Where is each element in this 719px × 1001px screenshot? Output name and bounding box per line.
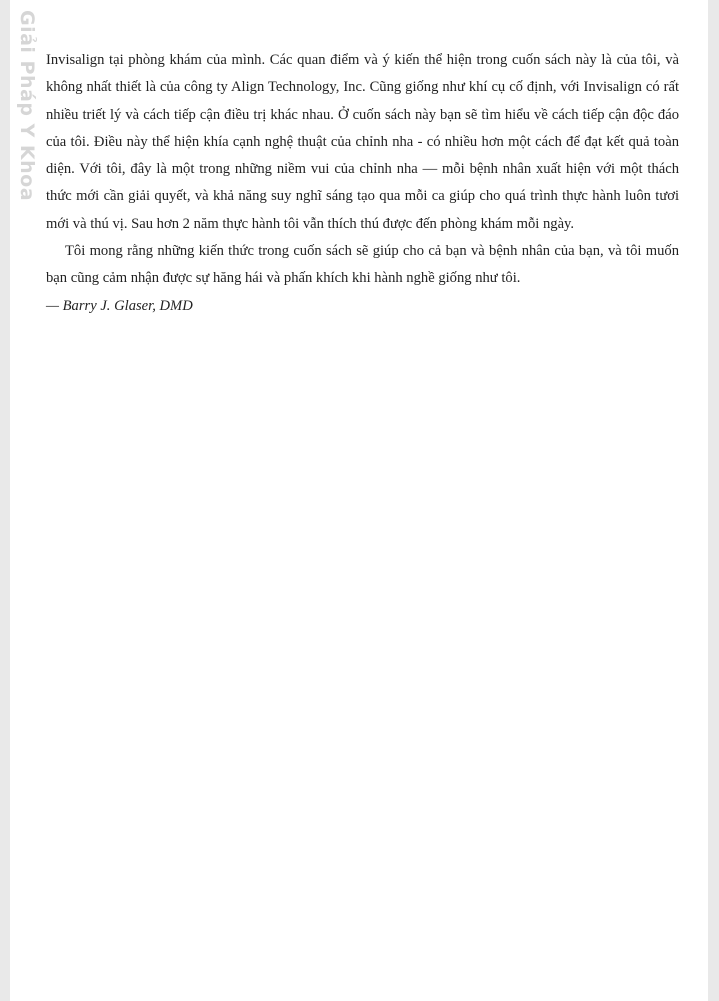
paragraph-2: Tôi mong rằng những kiến thức trong cuốn sách sẽ giúp cho cả bạn và bệnh nhân của bạn, và tôi muốn bạn cũng cảm nhận được sự hăng hái và phấn khích khi hành nghề giống như tôi. — [46, 243, 679, 287]
paragraph-1: Invisalign tại phòng khám của mình. Các quan điểm và ý kiến thể hiện trong cuốn sách này là của tôi, và không nhất thiết là của công ty Align Technology, Inc. Cũng giống như khí cụ cố định, với Invisalign có rất nhiều triết lý và cách tiếp cận điều trị khác nhau. Ở cuốn sách này bạn sẽ tìm hiểu về cách tiếp cận độc đáo của tôi. Điều này thể hiện khía cạnh nghệ thuật của chỉnh nha - có nhiều hơn một cách để đạt kết quả toàn diện. Với tôi, đây là một trong những niềm vui của chỉnh nha — mỗi bệnh nhân xuất hiện với một thách thức mới cần giải quyết, và khả năng suy nghĩ sáng tạo qua mỗi ca giúp cho quá trình thực hành luôn tươi mới và thú vị. Sau hơn 2 năm thực hành tôi vẫn thích thú được đến phòng khám mỗi ngày. — [46, 52, 679, 232]
page-content — [46, 47, 679, 320]
author-signature: — Barry J. Glaser, DMD — [46, 297, 193, 314]
watermark-text: Giải Pháp Y Khoa — [16, 10, 38, 202]
